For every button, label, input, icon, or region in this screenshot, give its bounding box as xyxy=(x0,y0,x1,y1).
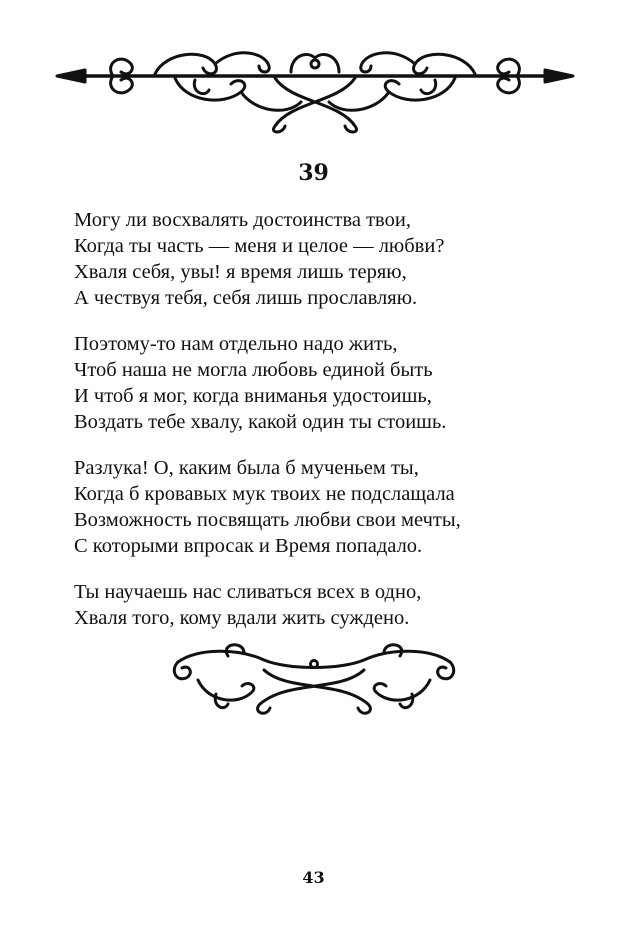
poem-line: Когда б кровавых мук твоих не подслащала xyxy=(74,483,455,505)
scroll-ornament-icon xyxy=(168,640,460,724)
stanza xyxy=(74,207,584,311)
poem-line: Поэтому-то нам отдельно надо жить, xyxy=(74,333,398,355)
scroll-ornament-icon xyxy=(55,42,575,134)
poem-line: Ты научаешь нас сливаться всех в одно, xyxy=(74,581,422,603)
sonnet-number: 39 xyxy=(298,160,329,186)
poem-line: Воздать тебе хвалу, какой один ты стоишь. xyxy=(74,411,447,433)
poem-line: Чтоб наша не могла любовь единой быть xyxy=(74,359,433,381)
poem-line: Разлука! О, каким была б мученьем ты, xyxy=(74,457,419,479)
stanza xyxy=(74,455,584,559)
poem-body xyxy=(74,207,584,651)
poem-line: Когда ты часть — меня и целое — любви? xyxy=(74,235,445,257)
poem-line: С которыми впросак и Время попадало. xyxy=(74,535,423,557)
poem-line: Возможность посвящать любви свои мечты, xyxy=(74,509,461,531)
page-number: 43 xyxy=(302,868,325,887)
stanza xyxy=(74,331,584,435)
poem-line: Хваля того, кому вдали жить суждено. xyxy=(74,607,410,629)
poem-line: А чествуя тебя, себя лишь прославляю. xyxy=(74,287,418,309)
poem-line: И чтоб я мог, когда вниманья удостоишь, xyxy=(74,385,432,407)
poem-line: Могу ли восхвалять достоинства твои, xyxy=(74,209,411,231)
stanza xyxy=(74,579,584,631)
poem-line: Хваля себя, увы! я время лишь теряю, xyxy=(74,261,407,283)
